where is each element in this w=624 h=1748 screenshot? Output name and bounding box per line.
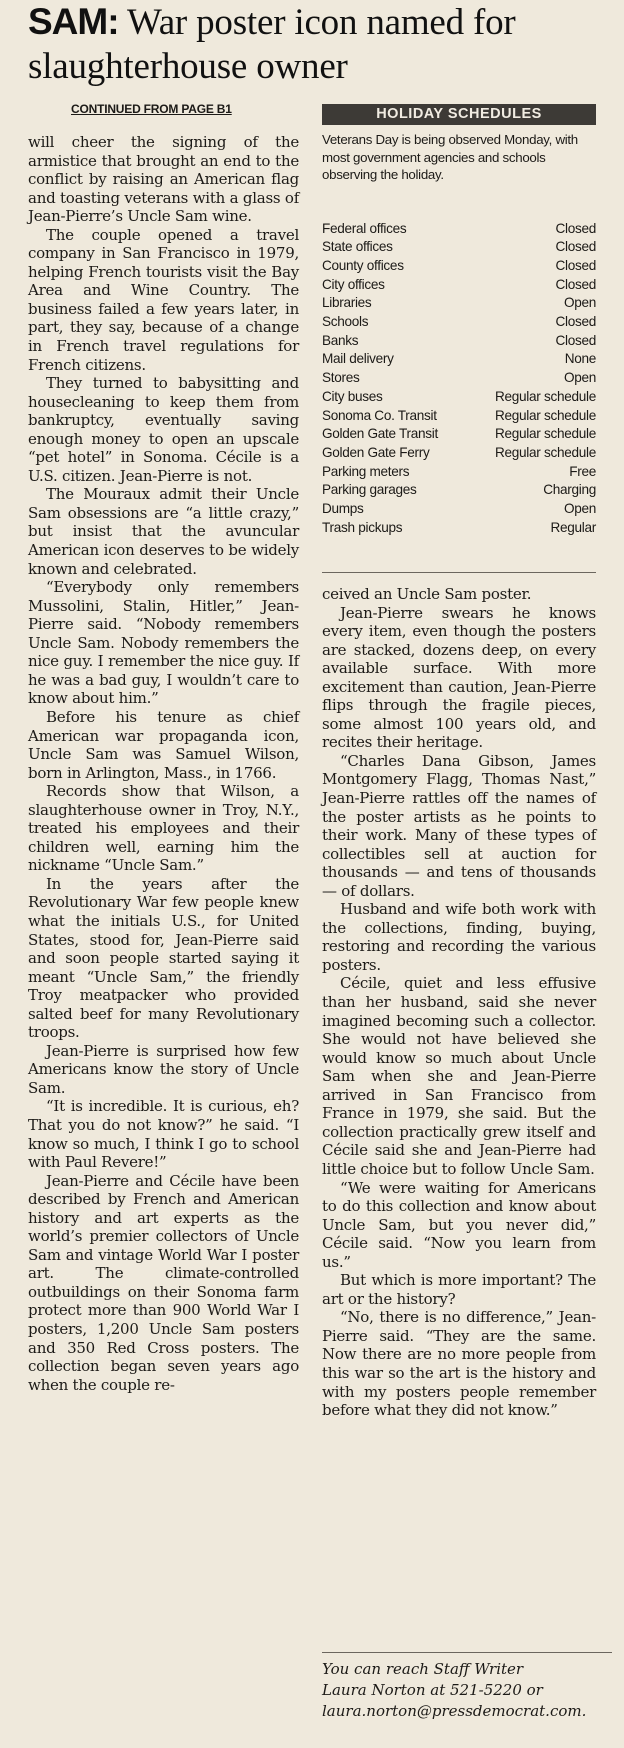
schedule-status: Closed <box>555 314 596 330</box>
article-paragraph: Jean-Pierre and Cécile have been described by French and American history and art experts as the world’s premier collectors of Uncle Sam and vintage World War I poster art. The climate-controlled outbuildings on their Sonoma farm protect more than 900 World War I posters, 1,200 Uncle Sam posters and 350 Red Cross posters. The collection began seven years ago when the couple re- <box>28 1171 299 1394</box>
schedule-row <box>322 425 596 444</box>
holiday-schedules-intro: Veterans Day is being observed Monday, with most government agencies and schools observing the holiday. <box>322 132 578 182</box>
schedule-status: Open <box>563 295 596 311</box>
article-column-left <box>28 133 299 1394</box>
schedule-label: Sonoma Co. Transit <box>322 407 437 423</box>
continued-from-link[interactable]: CONTINUED FROM PAGE B1 <box>71 102 232 116</box>
article-paragraph: The Mouraux admit their Uncle Sam obsessions are “a little crazy,” but insist that the avuncular American icon deserves to be widely known and celebrated. <box>28 485 299 578</box>
schedule-row <box>322 444 596 463</box>
schedule-label: Parking meters <box>322 463 410 479</box>
credit-line-2: Laura Norton at 521-5220 or <box>322 1681 543 1699</box>
schedule-status: Closed <box>555 220 596 236</box>
schedule-status: Regular schedule <box>495 426 596 442</box>
article-paragraph: ceived an Uncle Sam poster. <box>322 585 532 603</box>
article-paragraph: “We were waiting for Americans to do this collection and know about Uncle Sam, but you never did,” Cécile said. “Now you learn from us.” <box>322 1178 596 1271</box>
schedule-label: Stores <box>322 370 360 386</box>
schedule-status: Regular schedule <box>495 444 596 460</box>
schedule-row <box>322 257 596 276</box>
credit-email[interactable]: laura.norton@pressdemocrat.com. <box>322 1702 587 1720</box>
schedule-row <box>322 332 596 351</box>
schedule-status: Regular <box>550 519 596 535</box>
schedule-label: Mail delivery <box>322 351 394 367</box>
article-paragraph: will cheer the signing of the armistice that brought an end to the conflict by raising an American flag and toasting veterans with a glass of Jean-Pierre’s Uncle Sam wine. <box>28 133 299 226</box>
article-paragraph: “Everybody only remembers Mussolini, Stalin, Hitler,” Jean-Pierre said. “Nobody remembers Uncle Sam. Nobody remembers the nice guy. I remember the nice guy. If he was a bad guy, I wouldn’t care to know about him.” <box>28 578 299 708</box>
schedule-label: Banks <box>322 332 359 348</box>
article-paragraph: The couple opened a travel company in San Francisco in 1979, helping French tourists visit the Bay Area and Wine Country. The business failed a few years later, in part, they say, because of a change in French travel regulations for French citizens. <box>28 225 299 374</box>
schedule-status: Closed <box>555 276 596 292</box>
schedule-label: Golden Gate Ferry <box>322 444 430 460</box>
schedule-row <box>322 463 596 482</box>
holiday-schedules-title: HOLIDAY SCHEDULES <box>322 104 596 125</box>
sidebar-divider <box>322 572 596 573</box>
schedule-row <box>322 500 596 519</box>
schedule-row <box>322 388 596 407</box>
holiday-schedules-box <box>322 104 596 537</box>
author-credit <box>322 1652 612 1722</box>
article-paragraph: Jean-Pierre is surprised how few Americans know the story of Uncle Sam. <box>28 1041 299 1097</box>
headline-text: War poster icon named for slaughterhouse owner <box>28 2 516 87</box>
schedule-row <box>322 294 596 313</box>
schedule-label: State offices <box>322 239 393 255</box>
schedule-label: Federal offices <box>322 220 407 236</box>
schedule-row <box>322 238 596 257</box>
schedule-status: Open <box>563 370 596 386</box>
article-paragraph: Jean-Pierre swears he knows every item, even though the posters are stacked, dozens deep, on every available surface. With more excitement than caution, Jean-Pierre flips through the fragile pieces, some almost 100 years old, and recites their heritage. <box>322 603 596 752</box>
schedule-label: Libraries <box>322 295 372 311</box>
schedule-status: Regular schedule <box>495 388 596 404</box>
schedule-status: Free <box>569 463 596 479</box>
schedule-label: City offices <box>322 276 385 292</box>
schedule-row <box>322 481 596 500</box>
schedule-status: None <box>564 351 596 367</box>
article-column-right <box>322 585 596 1420</box>
article-paragraph: In the years after the Revolutionary War few people knew what the initials U.S., for United States, stood for, Jean-Pierre said and soon people started saying it meant “Uncle Sam,” the friendly Troy meatpacker who provided salted beef for many Revolutionary troops. <box>28 874 299 1042</box>
schedule-status: Closed <box>555 239 596 255</box>
schedule-row <box>322 350 596 369</box>
schedule-label: Schools <box>322 314 369 330</box>
schedule-status: Closed <box>555 257 596 273</box>
article-paragraph: “It is incredible. It is curious, eh? That you do not know?” he said. “I know so much, I think I go to school with Paul Revere!” <box>28 1097 299 1172</box>
schedule-status: Closed <box>555 332 596 348</box>
schedule-status: Regular schedule <box>495 407 596 423</box>
schedule-row <box>322 313 596 332</box>
schedule-label: Parking garages <box>322 482 417 498</box>
holiday-schedules-table <box>322 220 596 538</box>
article-paragraph: Records show that Wilson, a slaughterhouse owner in Troy, N.Y., treated his employees and their children well, earning him the nickname “Uncle Sam.” <box>28 782 299 875</box>
article-paragraph: But which is more important? The art or the history? <box>322 1271 596 1308</box>
schedule-label: Golden Gate Transit <box>322 426 438 442</box>
schedule-status: Charging <box>543 482 596 498</box>
schedule-row <box>322 220 596 239</box>
schedule-label: Trash pickups <box>322 519 403 535</box>
article-paragraph: “No, there is no difference,” Jean-Pierre said. “They are the same. Now there are no more people from this war so the art is the history and with my posters people remember before what they did not know.” <box>322 1308 596 1420</box>
headline-lead: SAM: <box>28 1 119 42</box>
article-paragraph: Before his tenure as chief American war propaganda icon, Uncle Sam was Samuel Wilson, born in Arlington, Mass., in 1766. <box>28 707 299 782</box>
article-paragraph: Cécile, quiet and less effusive than her husband, said she never imagined becoming such a collector. She would not have believed she would know so much about Uncle Sam when she and Jean-Pierre arrived in San Francisco from France in 1979, she said. But the collection practically grew itself and Cécile said she and Jean-Pierre had little choice but to follow Uncle Sam. <box>322 974 596 1178</box>
credit-line-1: You can reach Staff Writer <box>322 1660 524 1678</box>
schedule-row <box>322 369 596 388</box>
headline <box>28 0 618 89</box>
schedule-label: Dumps <box>322 501 364 517</box>
schedule-row <box>322 519 596 538</box>
article-paragraph: “Charles Dana Gibson, James Montgomery Flagg, Thomas Nast,” Jean-Pierre rattles off the names of the poster artists as he points to their work. Many of these types of collectibles sell at auction for thousands — and tens of thousands — of dollars. <box>322 751 596 900</box>
article-paragraph: Husband and wife both work with the collections, finding, buying, restoring and recording the various posters. <box>322 900 596 974</box>
schedule-label: County offices <box>322 257 404 273</box>
schedule-status: Open <box>563 501 596 517</box>
schedule-label: City buses <box>322 388 383 404</box>
schedule-row <box>322 276 596 295</box>
article-paragraph: They turned to babysitting and housecleaning to keep them from bankruptcy, eventually saving enough money to open an upscale “pet hotel” in Sonoma. Cécile is a U.S. citizen. Jean-Pierre is not. <box>28 374 299 485</box>
schedule-row <box>322 407 596 426</box>
